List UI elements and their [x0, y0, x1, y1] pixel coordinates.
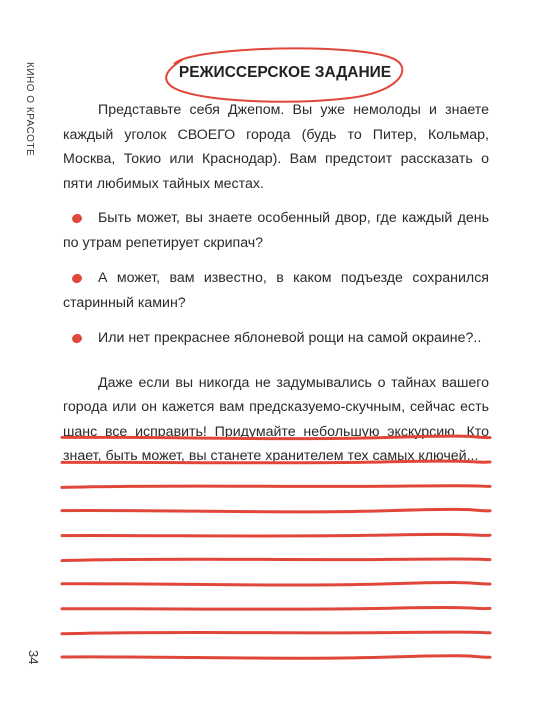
task-title-block: [160, 42, 410, 104]
task-body: [63, 98, 489, 469]
bullet-text: Или нет прекраснее яблоневой рощи на самой окраине?..: [98, 330, 482, 346]
closing-paragraph: Даже если вы никогда не задумывались о тайнах вашего города или он кажется вам предсказуемо-скучным, сейчас есть шанс все исправить! Придумайте небольшую экскурсию. Кто знает, быть может, вы станете хранителем тех самых ключей...: [63, 374, 489, 464]
writing-line: [62, 632, 490, 634]
writing-line: [62, 534, 490, 536]
writing-line: [62, 583, 490, 585]
intro-paragraph: Представьте себя Джепом. Вы уже немолоды и знаете каждый уголок СВОЕГО города (будь то Питер, Кольмар, Москва, Токио или Краснодар). Вам предстоит рассказать о пяти любимых тайных местах.: [63, 102, 489, 192]
red-dot-icon: [71, 333, 83, 345]
writing-line: [62, 509, 490, 511]
bullet-item: [63, 266, 489, 315]
red-dot-icon: [71, 273, 83, 285]
bullet-text: А может, вам известно, в каком подъезде сохранился старинный камин?: [63, 270, 489, 311]
running-header: КИНО О КРАСОТЕ: [24, 62, 35, 157]
writing-line: [62, 461, 490, 463]
bullet-item: [63, 206, 489, 255]
writing-line: [62, 608, 490, 610]
bullet-list: [63, 206, 489, 351]
writing-lines: [60, 430, 494, 665]
task-title: РЕЖИССЕРСКОЕ ЗАДАНИЕ: [178, 64, 392, 81]
page-number: 34: [26, 650, 41, 665]
writing-line: [62, 656, 490, 658]
red-dot-icon: [71, 213, 83, 225]
bullet-text: Быть может, вы знаете особенный двор, где каждый день по утрам репетирует скрипач?: [63, 210, 489, 251]
bullet-item: [63, 326, 489, 351]
writing-line: [62, 559, 490, 561]
writing-line: [62, 486, 490, 488]
writing-line: [62, 436, 490, 438]
